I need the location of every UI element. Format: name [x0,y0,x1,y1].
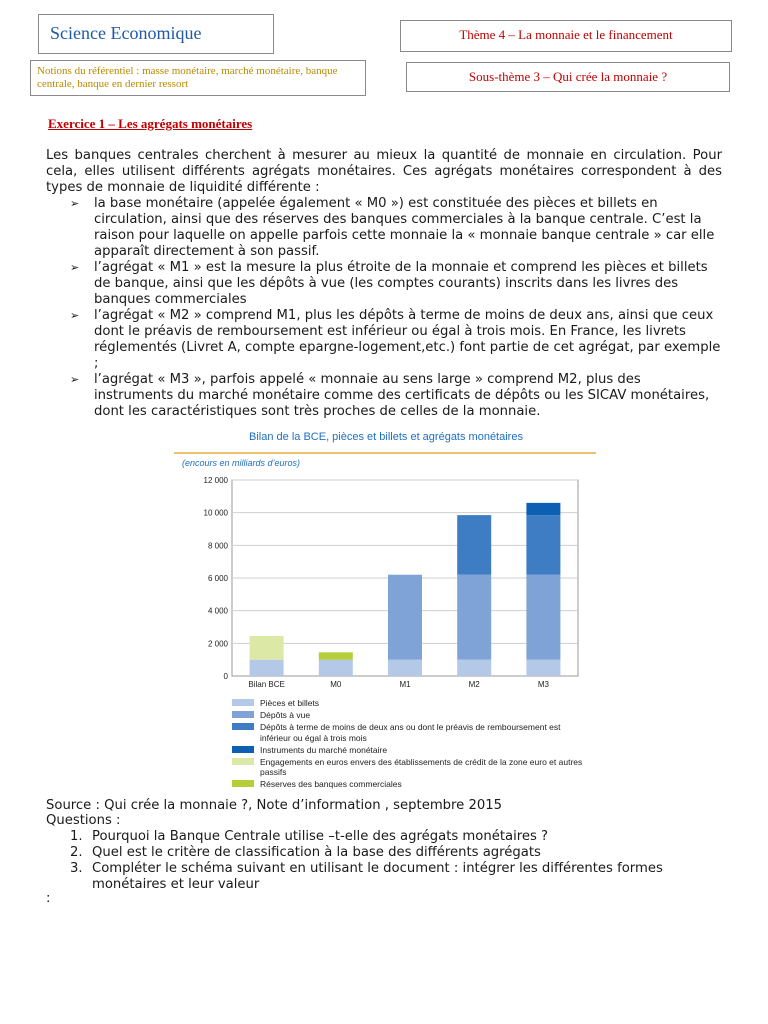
bar-segment [526,660,560,676]
legend-item [232,745,592,756]
bar-segment [457,575,491,660]
chart-title: Bilan de la BCE, pièces et billets et agrégats monétaires [249,431,523,443]
legend-swatch [232,699,254,706]
trailing-colon: : [46,891,51,906]
y-tick-label: 2 000 [207,639,228,649]
y-tick-label: 6 000 [207,574,228,583]
subject-header [38,14,274,54]
legend-label: Dépôts à terme de moins de deux ans ou dont le préavis de remboursement est inférieur ou égal à trois mois [260,722,561,743]
y-tick-label: 0 [223,672,228,681]
legend-label: Réserves des banques commerciales [260,779,402,789]
legend-label: Engagements en euros envers des établissements de crédit de la zone euro et autres passifs [260,756,583,777]
notions-text: Notions du référentiel : masse monétaire, marché monétaire, banque centrale, banque en dernier ressort [37,65,338,90]
x-tick-label: M0 [330,680,342,689]
bar-segment [250,660,284,676]
x-tick-label: M1 [399,680,411,689]
aggregate-definitions [70,196,722,420]
legend-label: Dépôts à vue [260,710,311,720]
exercise-title: Exercice 1 – Les agrégats monétaires [48,116,253,131]
sous-theme-title: Sous-thème 3 – Qui crée la monnaie ? [468,69,668,84]
legend-label: Instruments du marché monétaire [260,744,388,755]
legend-item [232,710,592,721]
legend-item [232,698,592,709]
question-item: 1. Pourquoi la Banque Centrale utilise –t-elle des agrégats monétaires ? [70,829,549,844]
question-item: 2. Quel est le critère de classification à la base des différents agrégats [70,845,541,860]
questions-label: Questions : [46,813,121,828]
bar-segment [319,660,353,676]
source-line: Source : Qui crée la monnaie ?, Note d’information , septembre 2015 [46,798,503,813]
bullet-item: ➢ l’agrégat « M3 », parfois appelé « monnaie au sens large » comprend M2, plus des instruments du marché monétaire comme des certificats de dépôts ou les SICAV monétaires, dont les caractéristiques sont très proches de celles de la monnaie. [70,372,710,419]
arrow-right-icon: ➢ [70,197,80,210]
legend-swatch [232,746,254,753]
bar-segment [526,503,560,515]
y-tick-label: 8 000 [207,541,228,551]
bar-segment [526,575,560,660]
bar-segment [526,515,560,575]
intro-paragraph: Les banques centrales cherchent à mesurer au mieux la quantité de monnaie en circulation. Pour cela, elles utilisent différents agrégats monétaires. Ces agrégats monétaires correspondent à des types de monnaie de liquidité différente : [46,148,722,195]
bar-segment [388,575,422,660]
y-tick-label: 10 000 [203,508,228,518]
legend-item [232,757,592,778]
arrow-right-icon: ➢ [70,373,80,386]
bullet-item: ➢ l’agrégat « M1 » est la mesure la plus étroite de la monnaie et comprend les pièces et billets de banque, ainsi que les dépôts à vue (les comptes courants) inscrits dans les livres des banques commerciales [70,260,708,307]
chart-legend [232,698,592,791]
legend-swatch [232,758,254,765]
y-tick-label: 4 000 [207,606,228,616]
questions-list [70,829,726,893]
arrow-right-icon: ➢ [70,309,80,322]
notions-box [30,60,366,96]
question-item: 3. Compléter le schéma suivant en utilisant le document : intégrer les différentes formes monétaires et leur valeur [70,861,663,892]
bar-segment [319,652,353,659]
arrow-right-icon: ➢ [70,261,80,274]
legend-item [232,779,592,790]
legend-item [232,722,592,743]
x-tick-label: M3 [537,680,549,689]
subject-title: Science Economique [50,23,202,43]
x-tick-label: M2 [468,680,480,689]
legend-label: Pièces et billets [260,698,320,708]
legend-swatch [232,723,254,730]
x-tick-label: Bilan BCE [248,680,285,689]
bar-segment [457,515,491,575]
bar-segment [250,636,284,660]
theme-title: Thème 4 – La monnaie et le financement [459,27,673,42]
stacked-bar-chart [176,470,586,694]
bar-segment [457,660,491,676]
sous-theme-header [406,62,730,92]
chart-subtitle: (encours en milliards d’euros) [182,458,301,468]
y-tick-label: 12 000 [203,476,228,485]
bullet-item: ➢ l’agrégat « M2 » comprend M1, plus les dépôts à terme de moins de deux ans, ainsi que ceux dont le préavis de remboursement est inférieur ou égal à trois mois. En France, les livrets réglementés (Livret A, compte epargne-logement,etc.) font partie de cet agrégat, par exemple ; [70,308,721,371]
bullet-item: ➢ la base monétaire (appelée également « M0 ») est constituée des pièces et billets en circulation, ainsi que des réserves des banques commerciales à la banque centrale. C’est la raison pour laquelle on appelle parfois cette monnaie la « monnaie banque centrale » car elle apparaît directement à son passif. [70,196,715,259]
legend-swatch [232,711,254,718]
chart-title-rule [174,452,596,454]
legend-swatch [232,780,254,787]
bar-segment [388,660,422,676]
theme-header [400,20,732,52]
